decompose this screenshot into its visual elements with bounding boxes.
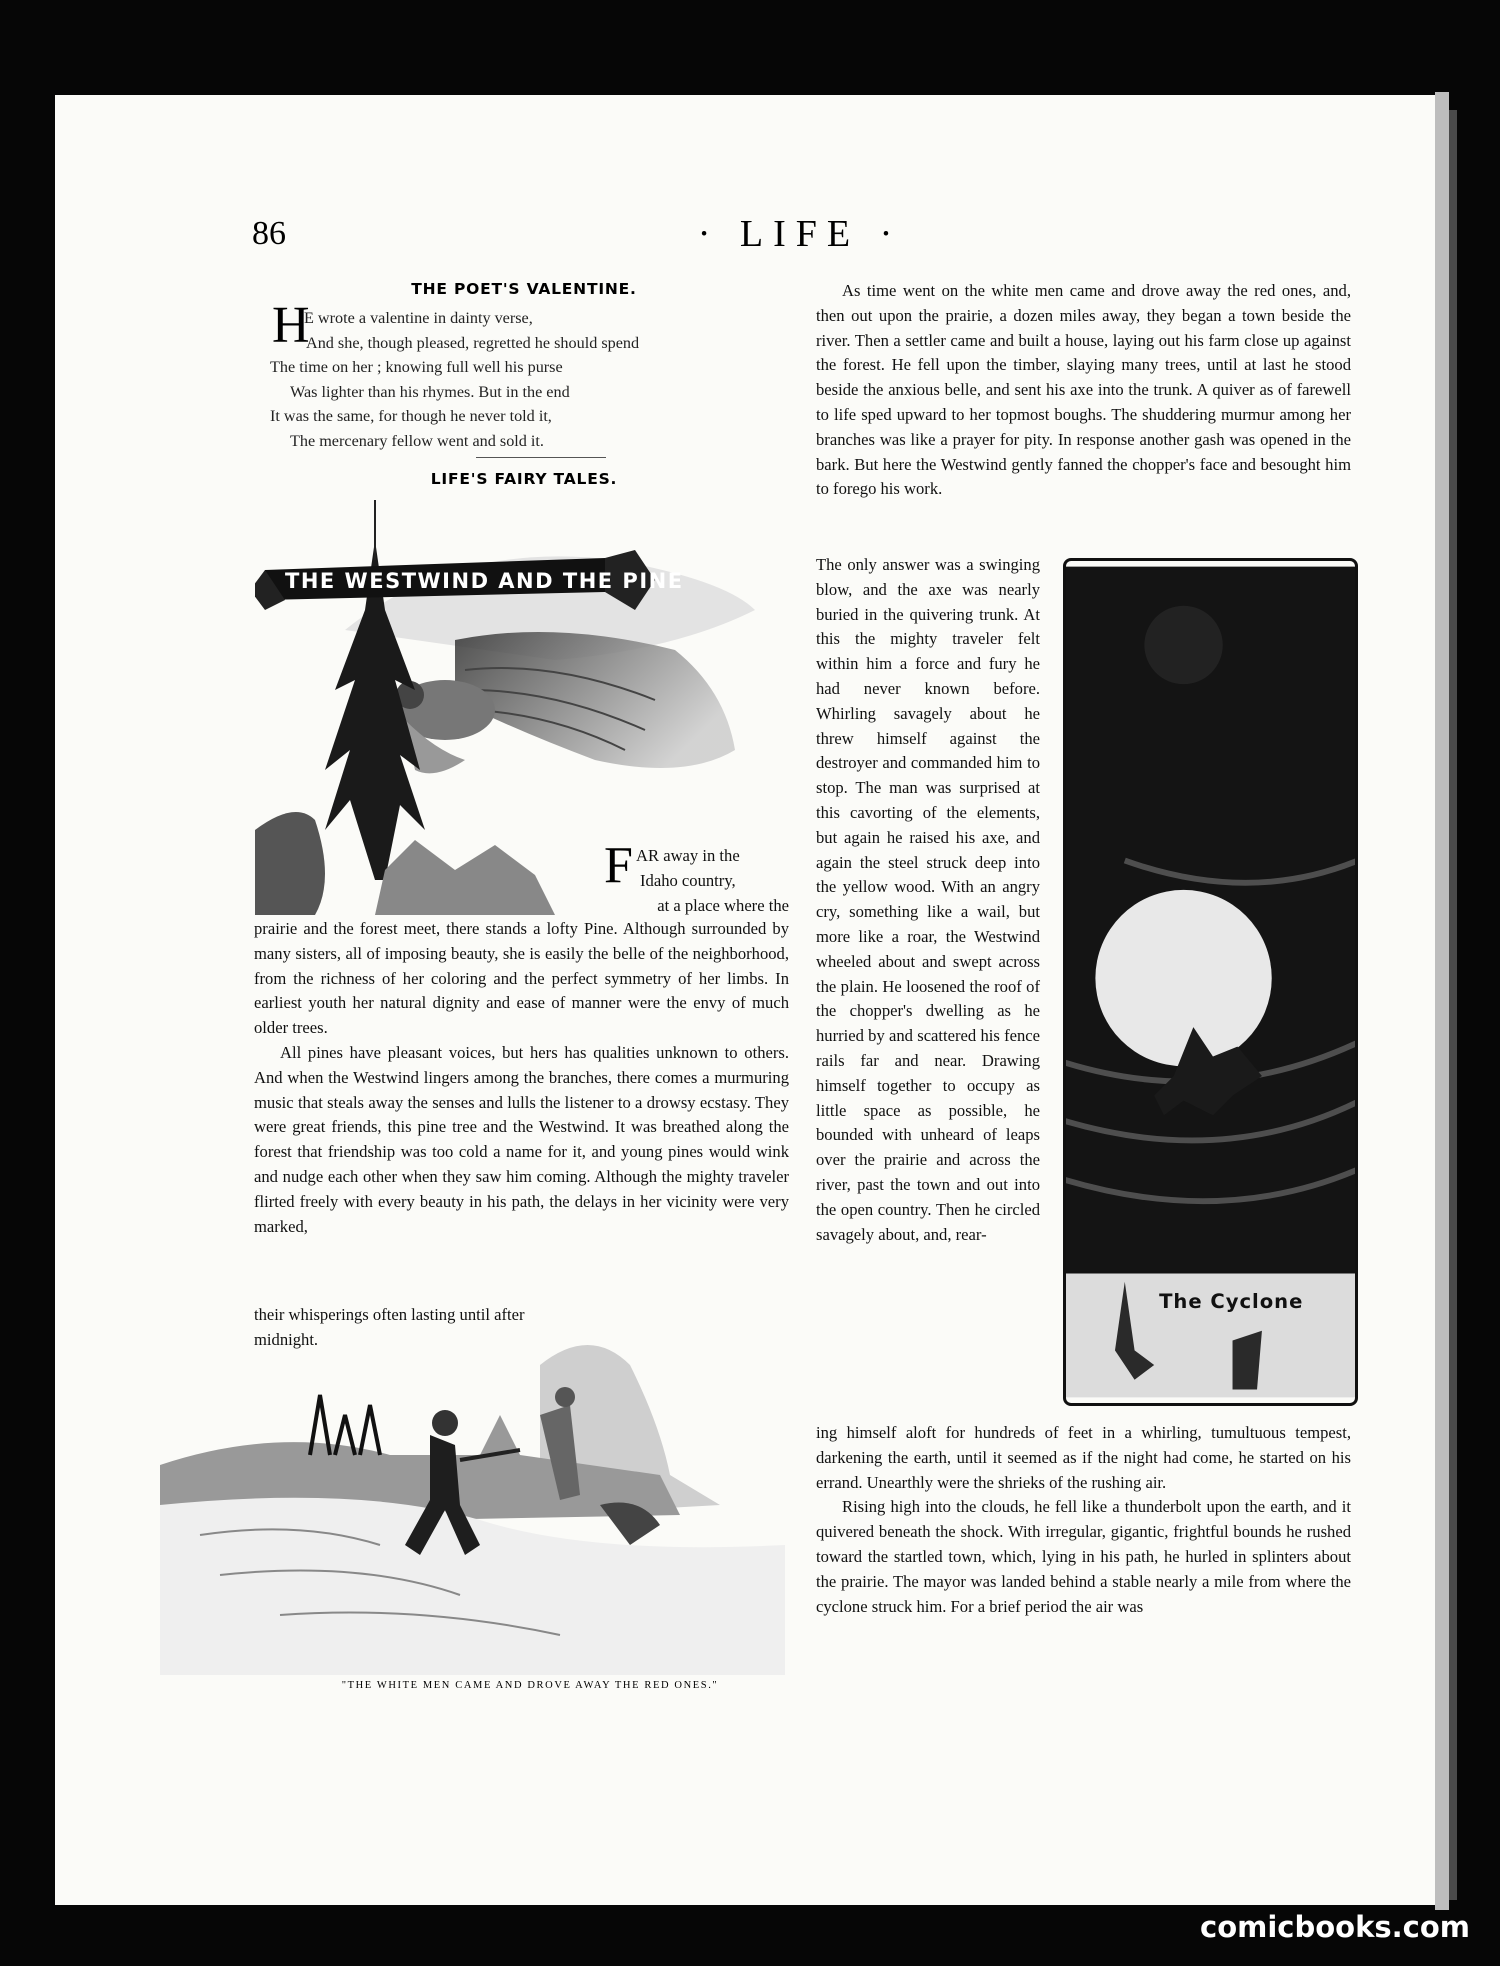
section-title: LIFE'S FAIRY TALES. [430, 470, 618, 488]
right-narrow-column-text: The only answer was a swinging blow, and the axe was nearly buried in the quivering trunk. At this the mighty traveler felt within him a force and fury he had never known before. Whirling savagely about he threw himself against the destroyer and commanded him to stop. The man was surprised at this cavorting of the elements, but again he raised his axe, and again the steel struck deep into the yellow wood. With an angry cry, something like a wail, but more like a roar, the Westwind wheeled about and swept across the plain. He loosened the roof of the chopper's dwelling as he hurried by and scattered his fence rails far and near. Drawing himself together to occupy as little space as possible, he bounded with unheard of leaps over the prairie and across the river, past the town and out into the open country. Then he circled savagely about, and, rear- [816, 555, 1040, 1244]
story-paragraph: ing himself aloft for hundreds of feet in a whirling, tumultuous tempest, darkening the earth, until it seemed as if the night had come, he started on his errand. Unearthly were the shrieks of the rushing air. [816, 1423, 1351, 1492]
page-number: 86 [252, 215, 286, 252]
watermark: comicbooks.com [1200, 1910, 1470, 1944]
illustration-banner-text: THE WESTWIND AND THE PINE [285, 569, 684, 593]
right-column-text [816, 279, 1351, 502]
poem-line: And she, though pleased, regretted he should spend [306, 333, 640, 352]
poem-body [270, 306, 810, 453]
poem-line: It was the same, for though he never told it, [270, 407, 552, 425]
left-column-tail: their whisperings often lasting until after midnight. [254, 1305, 525, 1349]
poem-line: Was lighter than his rhymes. But in the end [290, 382, 570, 401]
chopper-illustration [160, 1305, 785, 1675]
left-column-text [254, 917, 789, 1239]
right-column-continued [816, 1421, 1351, 1619]
poem-line: E wrote a valentine in dainty verse, [304, 309, 533, 327]
masthead-title: · LIFE · [697, 213, 903, 255]
book-spine [1435, 92, 1449, 1910]
cyclone-illustration [1063, 558, 1358, 1406]
book-spine-shadow [1449, 110, 1457, 1900]
story-paragraph: As time went on the white men came and drove away the red ones, and, then out upon the prairie, a dozen miles away, they began a town beside the river. Then a settler came and built a house, laying out his farm close up against the forest. He fell upon the timber, slaying many trees, until at last he stood beside the anxious belle, and sent his axe into the trunk. A quiver as of farewell to life sped upward to her topmost boughs. The shuddering murmur among her branches was like a prayer for pity. In response another gash was opened in the bark. But here the Westwind gently fanned the chopper's face and besought him to forego his work. [816, 281, 1351, 499]
cyclone-label: The Cyclone [1159, 1290, 1304, 1314]
poem-drop-cap: H [272, 297, 310, 354]
poem-title: THE POET'S VALENTINE. [411, 280, 637, 298]
story-opening-line: AR away in the [636, 846, 740, 865]
story-opening-line: at a place where the [657, 895, 789, 915]
story-paragraph: prairie and the forest meet, there stands a lofty Pine. Although surrounded by many sisters, all of imposing beauty, she is easily the belle of the neighborhood, from the richness of her coloring and the perfect symmetry of her limbs. In earliest youth her natural dignity and ease of manner were the envy of much older trees. [254, 919, 789, 1038]
story-paragraph: Rising high into the clouds, he fell like a thunderbolt upon the earth, and it quivered beneath the shock. With irregular, gigantic, frightful bounds he rushed toward the startled town, which, lying in his path, he hurled in splinters about the prairie. The mayor was landed behind a stable nearly a mile from where the cyclone struck him. For a brief period the air was [816, 1497, 1351, 1616]
story-paragraph: All pines have pleasant voices, but hers has qualities unknown to others. And when the Westwind lingers among the branches, there comes a murmuring music that steals away the senses and lulls the listener to a drowsy ecstasy. They were great friends, this pine tree and the Westwind. It was breathed along the forest that friendship was too cold a name for it, and young pines would wink and nudge each other when they saw him coming. Although the mighty traveler flirted freely with every beauty in his path, the delays in her vicinity were very marked, [254, 1042, 789, 1236]
story-opening-line: Idaho country, [640, 870, 736, 890]
section-divider [476, 457, 606, 458]
story-drop-cap: F [604, 837, 633, 894]
chopper-caption: "THE WHITE MEN CAME AND DROVE AWAY THE RED ONES." [341, 1680, 719, 1691]
poem-line: The mercenary fellow went and sold it. [290, 431, 544, 450]
story-opening [626, 844, 789, 918]
poem-line: The time on her ; knowing full well his purse [270, 358, 563, 376]
